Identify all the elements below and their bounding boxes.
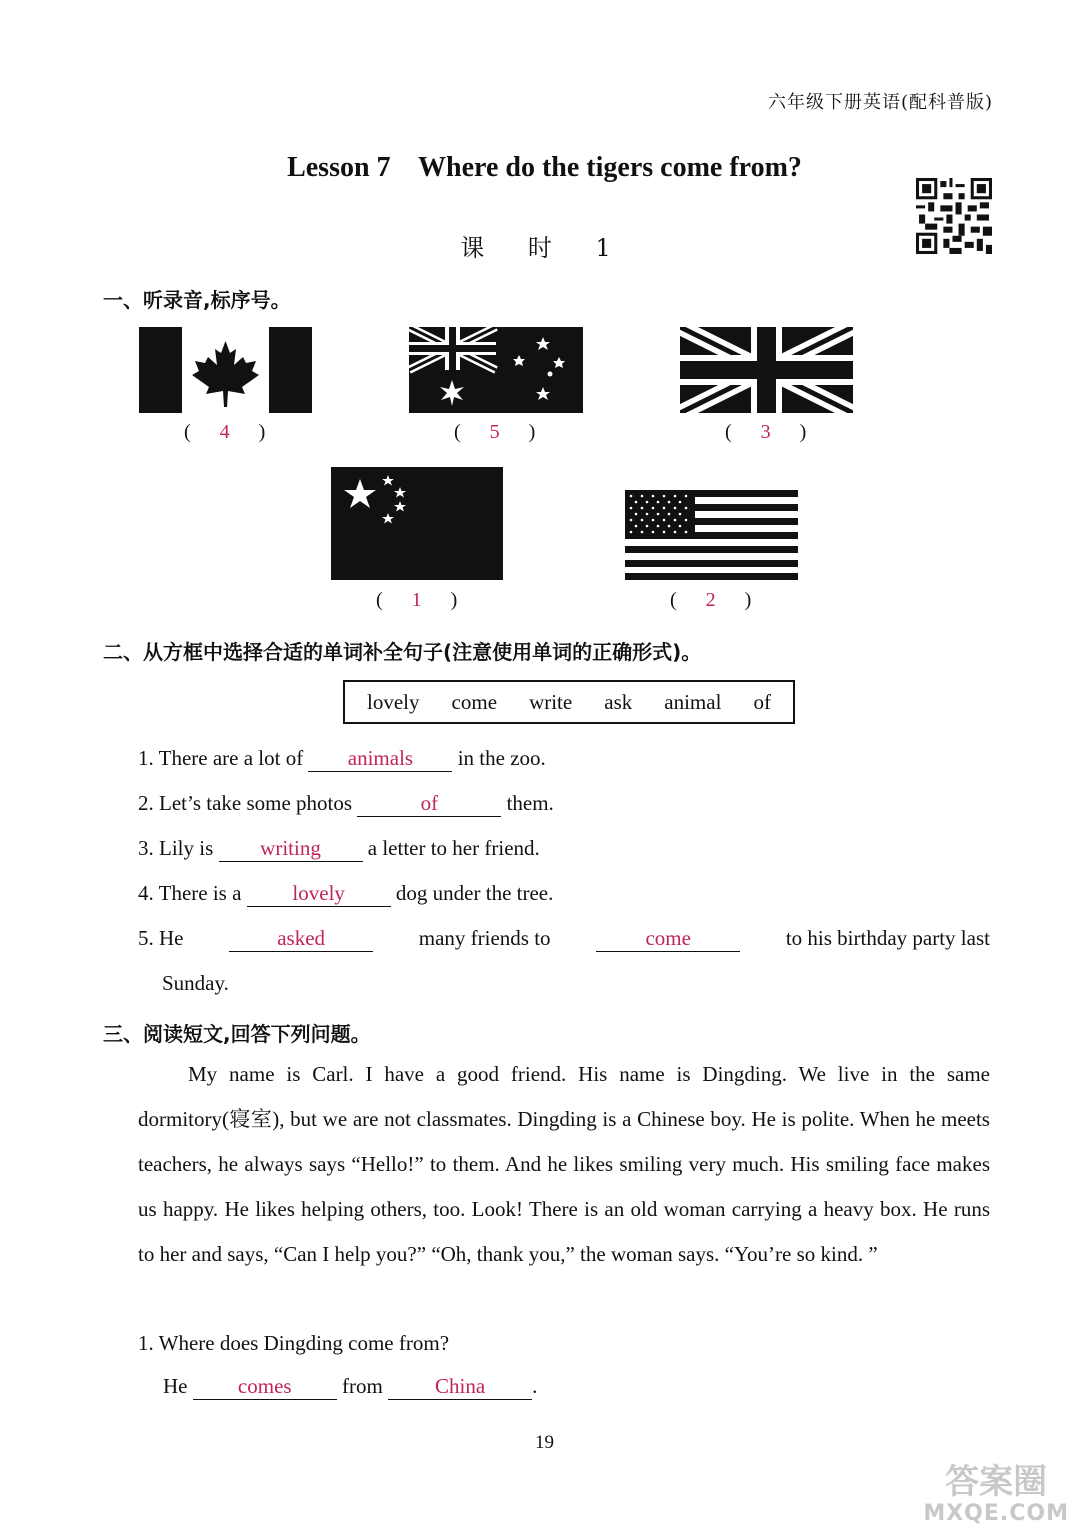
answer-blank[interactable]: writing: [219, 836, 363, 862]
china-flag-icon: [331, 467, 503, 580]
reading-answer-1: He comes from China .: [163, 1374, 538, 1398]
word-bank-item: lovely: [367, 689, 420, 714]
uk-flag-icon: [680, 327, 853, 413]
word-bank-item: ask: [604, 689, 633, 714]
word-bank-item: write: [529, 689, 573, 714]
page-number: 19: [535, 1432, 554, 1453]
flag-answer-china: ( 1 ): [376, 589, 458, 611]
flag-answer-usa: ( 2 ): [670, 589, 752, 611]
australia-flag-icon: [409, 327, 583, 413]
canada-flag-icon: [139, 327, 312, 413]
answer-blank[interactable]: asked: [229, 926, 373, 952]
exercise-2-question-5-continued: Sunday.: [162, 971, 229, 995]
answer-blank[interactable]: China: [388, 1374, 532, 1400]
word-bank-box: [343, 680, 795, 724]
answer-blank[interactable]: animals: [308, 746, 452, 772]
lesson-title: Lesson 7 Where do the tigers come from?: [287, 152, 802, 183]
exercise-2-question-3: 3. Lily is writing a letter to her friend.: [138, 836, 540, 860]
exercise-2-question-2: 2. Let’s take some photos of them.: [138, 791, 554, 815]
reading-passage: My name is Carl. I have a good friend. His name is Dingding. We live in the same dormitory(寝室), but we are not classmates. Dingding is a Chinese boy. He is polite. When he meets teachers, he always says “Hello!” to them. And he likes smiling very much. His smiling face makes us happy. He likes helping others, too. Look! There is an old woman carrying a heavy box. He runs to her and says, “Can I help you?” “Oh, thank you,” the woman says. “You’re so kind. ”: [138, 1062, 990, 1266]
reading-question-1: 1. Where does Dingding come from?: [138, 1331, 450, 1355]
flag-answer-uk: ( 3 ): [725, 421, 807, 443]
answer-blank[interactable]: come: [596, 926, 740, 952]
watermark-logo: 答案圈 MXQE.COM: [923, 1462, 1069, 1526]
exercise-2-question-5: 5. He asked many friends to come to his birthday party last: [138, 926, 990, 950]
answer-blank[interactable]: comes: [193, 1374, 337, 1400]
flag-answer-canada: ( 4 ): [184, 421, 266, 443]
section-2-heading: 二、从方框中选择合适的单词补全句子(注意使用单词的正确形式)。: [103, 640, 702, 664]
section-3-heading: 三、阅读短文,回答下列问题。: [103, 1022, 371, 1046]
answer-blank[interactable]: of: [357, 791, 501, 817]
lesson-subtitle: 课 时 1: [460, 234, 629, 262]
answer-blank[interactable]: lovely: [247, 881, 391, 907]
word-bank-item: animal: [664, 689, 722, 714]
usa-flag-icon: [625, 490, 798, 580]
word-bank-item: of: [753, 689, 771, 714]
flag-answer-australia: ( 5 ): [454, 421, 536, 443]
exercise-2-question-4: 4. There is a lovely dog under the tree.: [138, 881, 554, 905]
header-book-title: 六年级下册英语(配科普版): [767, 92, 993, 113]
word-bank-item: come: [451, 689, 498, 714]
exercise-2-question-1: 1. There are a lot of animals in the zoo.: [138, 746, 546, 770]
section-1-heading: 一、听录音,标序号。: [103, 288, 291, 312]
